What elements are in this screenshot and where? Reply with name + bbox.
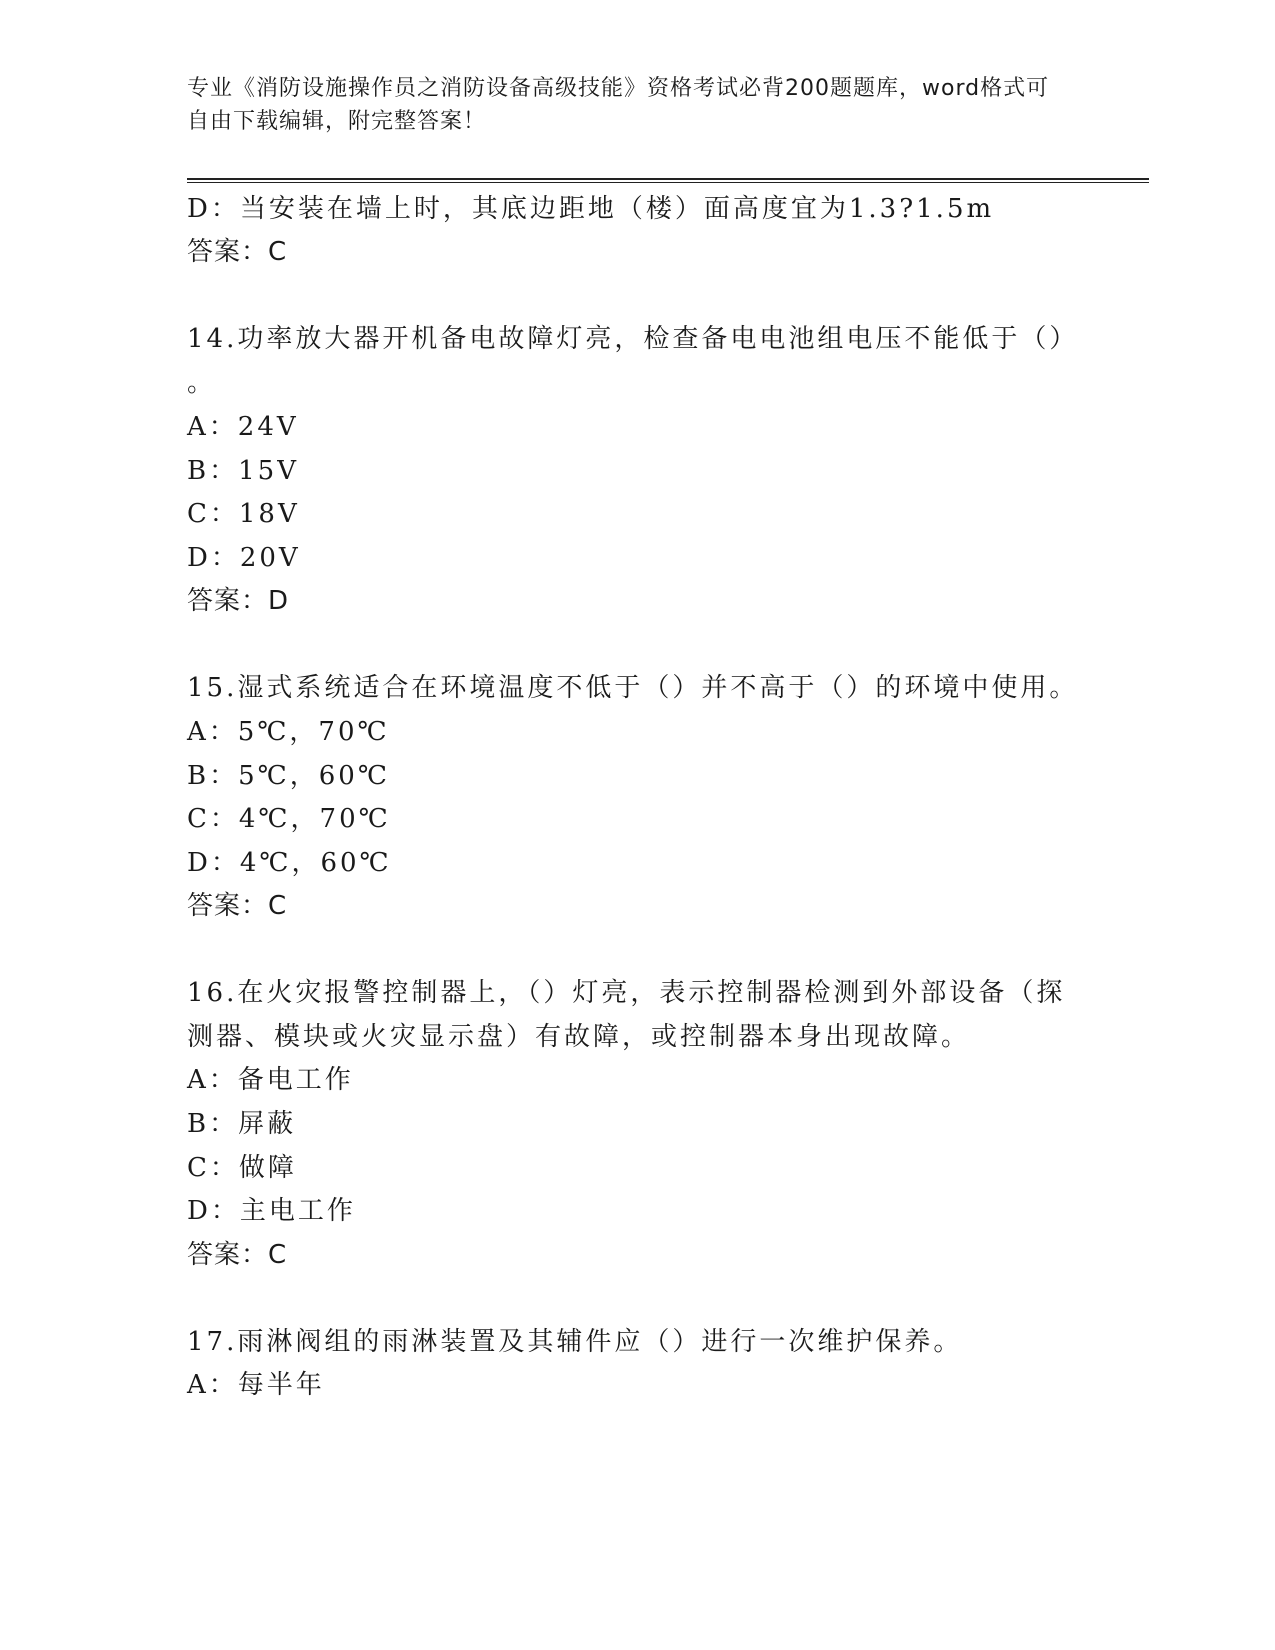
question-15-option-b: B：5℃，60℃ bbox=[187, 761, 390, 791]
header-divider bbox=[187, 178, 1149, 183]
question-16-answer: 答案：C bbox=[187, 1240, 288, 1270]
question-16-stem-line1: 16.在火灾报警控制器上，（）灯亮，表示控制器检测到外部设备（探 bbox=[187, 978, 1066, 1008]
question-16-option-b: B：屏蔽 bbox=[187, 1109, 297, 1139]
question-14-stem-line2: 。 bbox=[187, 368, 217, 398]
question-15-stem-line1: 15.湿式系统适合在环境温度不低于（）并不高于（）的环境中使用。 bbox=[187, 673, 1079, 703]
prev-question-option-d: D：当安装在墙上时，其底边距地（楼）面高度宜为1.3?1.5m bbox=[187, 194, 995, 224]
question-14-stem-line1: 14.功率放大器开机备电故障灯亮，检查备电电池组电压不能低于（） bbox=[187, 324, 1079, 354]
question-16-option-a: A：备电工作 bbox=[187, 1065, 354, 1095]
question-15-answer: 答案：C bbox=[187, 891, 288, 921]
question-14-option-c: C：18V bbox=[187, 499, 300, 529]
question-17-option-a: A：每半年 bbox=[187, 1370, 325, 1400]
question-14-answer: 答案：D bbox=[187, 586, 290, 616]
question-15-option-c: C：4℃，70℃ bbox=[187, 804, 391, 834]
question-14-option-d: D：20V bbox=[187, 543, 301, 573]
question-15-option-a: A：5℃，70℃ bbox=[187, 717, 390, 747]
question-15-option-d: D：4℃，60℃ bbox=[187, 848, 392, 878]
question-17-stem-line1: 17.雨淋阀组的雨淋装置及其辅件应（）进行一次维护保养。 bbox=[187, 1327, 963, 1357]
document-header-note: 专业《消防设施操作员之消防设备高级技能》资格考试必背200题题库，word格式可自由下载编辑，附完整答案！ bbox=[187, 76, 1050, 134]
question-14-option-b: B：15V bbox=[187, 456, 299, 486]
question-16-option-d: D：主电工作 bbox=[187, 1196, 356, 1226]
question-16-stem-line2: 测器、模块或火灾显示盘）有故障，或控制器本身出现故障。 bbox=[187, 1022, 971, 1052]
question-16-option-c: C：做障 bbox=[187, 1153, 297, 1183]
question-14-option-a: A：24V bbox=[187, 412, 299, 442]
prev-question-answer: 答案：C bbox=[187, 237, 288, 267]
